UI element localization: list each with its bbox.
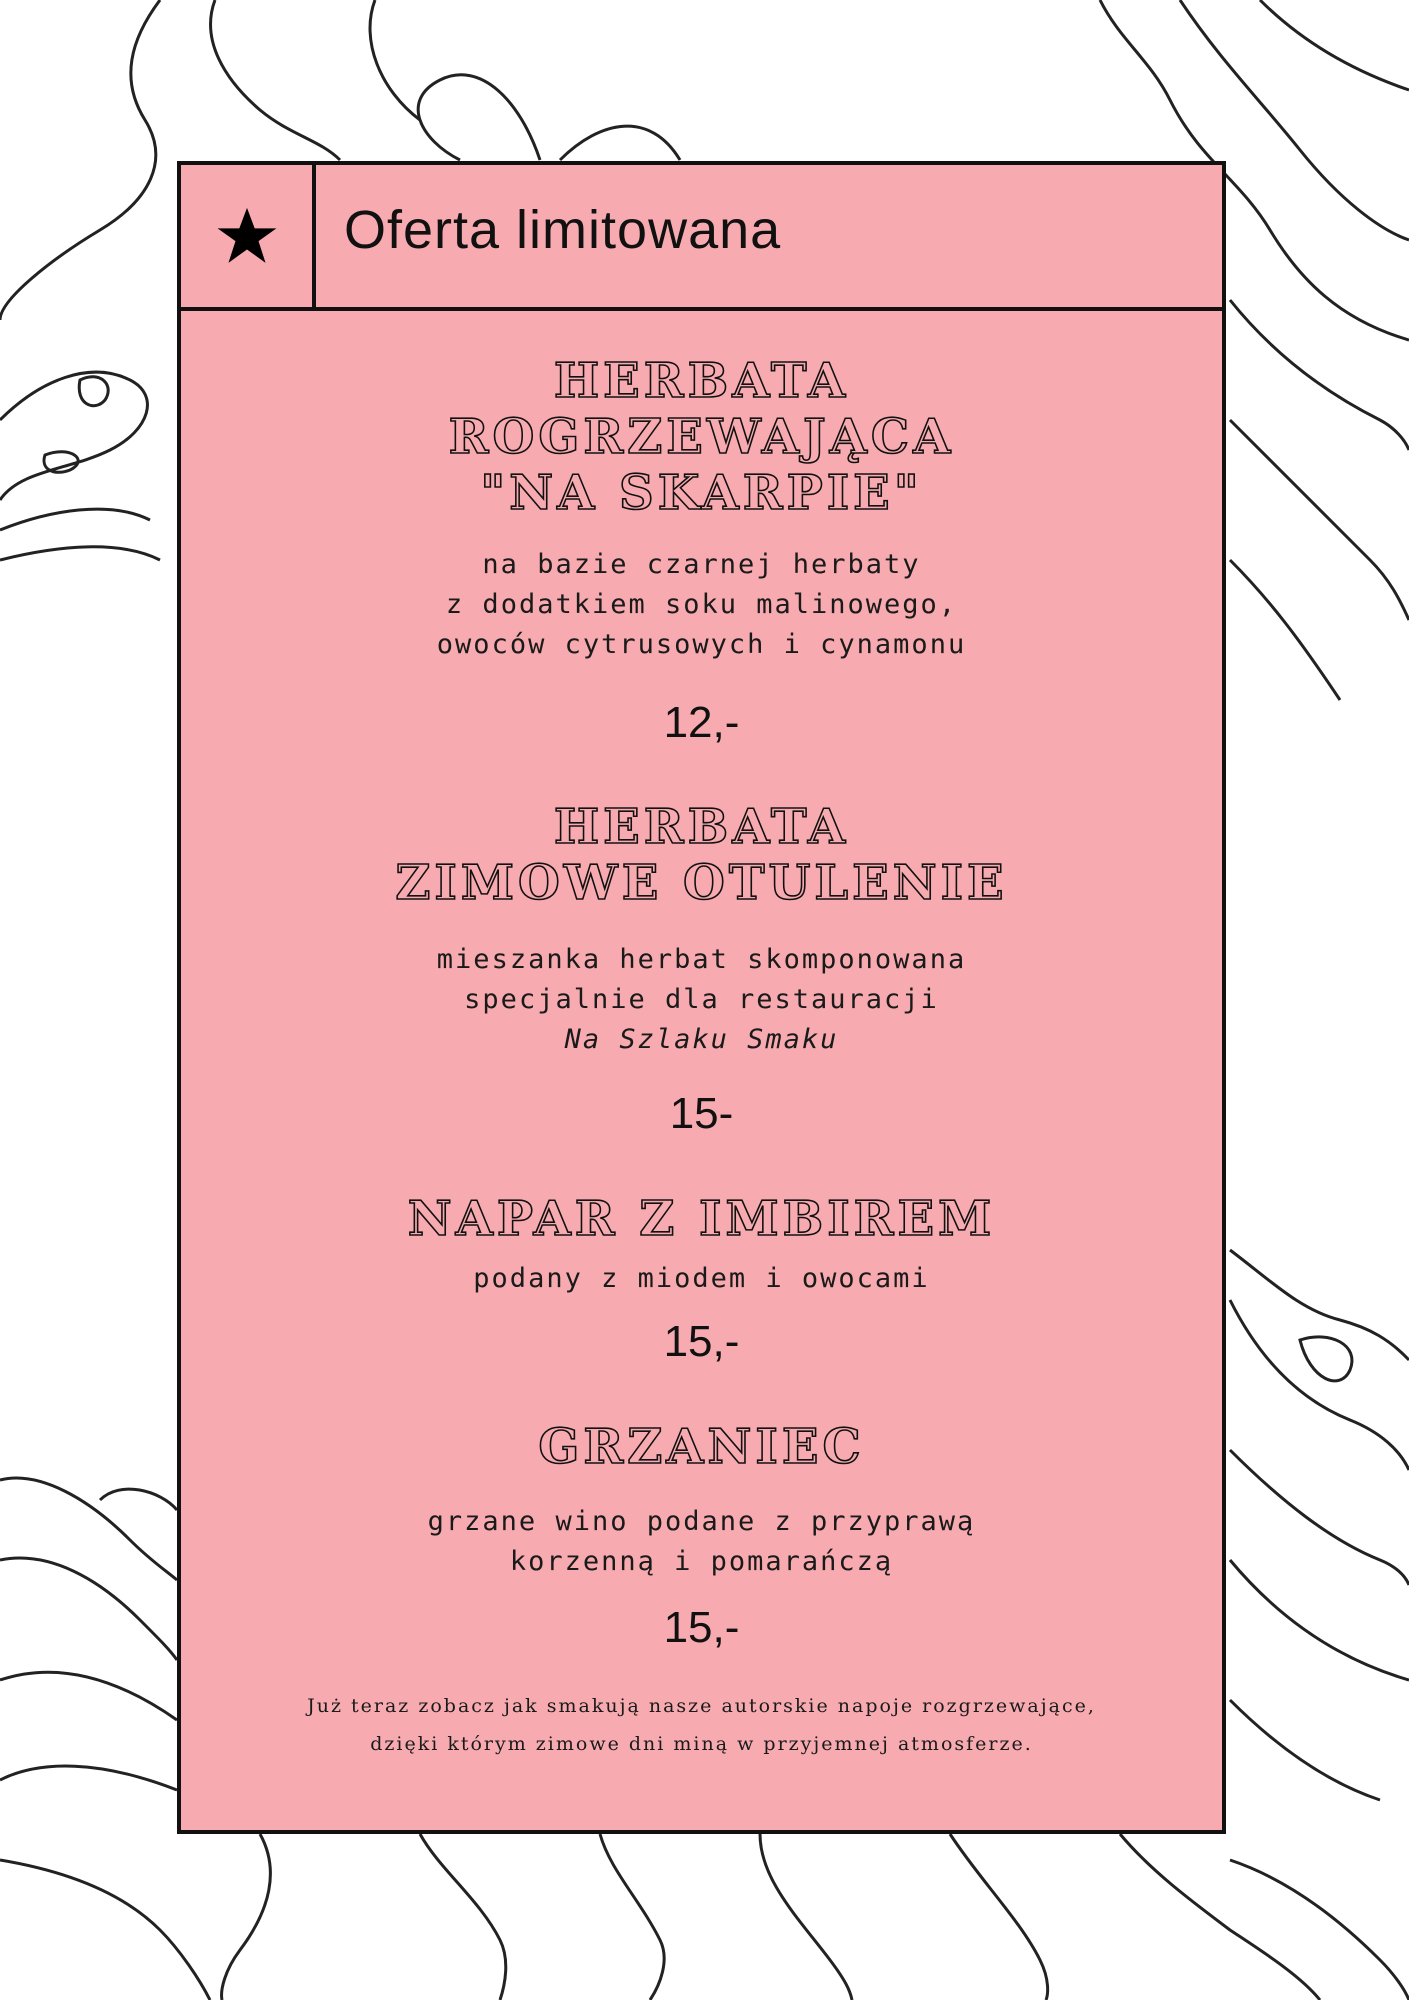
- item-1-desc-line-1: na bazie czarnej herbaty: [482, 549, 921, 580]
- item-3-desc-line-1: podany z miodem i owocami: [473, 1263, 930, 1294]
- star-icon: [215, 204, 279, 268]
- item-2-name-line-1: HERBATA: [553, 799, 850, 855]
- item-2-price: 15-: [669, 1089, 734, 1138]
- item-1-price: 12,-: [663, 698, 740, 747]
- footer-line-1: Już teraz zobacz jak smakują nasze autorskie napoje rozgrzewające,: [307, 1695, 1096, 1717]
- item-3-price: 15,-: [663, 1317, 740, 1366]
- item-1-name-line-2: ROGRZEWAJĄCA: [448, 409, 955, 465]
- item-1-name-line-1: HERBATA: [553, 353, 850, 409]
- item-3-name: [181, 1191, 1222, 1247]
- item-4-desc-line-2: korzenną i pomarańczą: [509, 1546, 894, 1577]
- header-title: Oferta limitowana: [344, 200, 782, 260]
- item-1-name: [181, 353, 1222, 521]
- item-1-desc-line-2: z dodatkiem soku malinowego,: [445, 589, 958, 620]
- menu-card: [177, 161, 1226, 1834]
- item-4-name-line-1: GRZANIEC: [538, 1419, 865, 1475]
- item-3-description: [181, 1259, 1222, 1299]
- item-2-name: [181, 799, 1222, 911]
- item-1-name-line-3: "NA SKARPIE": [480, 465, 923, 521]
- item-1-desc-line-3: owoców cytrusowych i cynamonu: [436, 629, 967, 660]
- item-2-desc-line-2: specjalnie dla restauracji: [464, 984, 939, 1015]
- item-4-description: [181, 1502, 1222, 1582]
- footer-line-2: dzięki którym zimowe dni miną w przyjemnej atmosferze.: [370, 1733, 1033, 1755]
- item-2-desc-line-1: mieszanka herbat skomponowana: [436, 944, 967, 975]
- footer-note: [181, 1687, 1222, 1763]
- item-4-desc-line-1: grzane wino podane z przyprawą: [427, 1506, 976, 1537]
- item-1-description: [181, 545, 1222, 665]
- header-row: [181, 165, 1222, 311]
- star-box: [181, 165, 316, 307]
- item-4-name: [181, 1419, 1222, 1475]
- item-2-desc-line-3: Na Szlaku Smaku: [564, 1024, 839, 1055]
- item-4-price: 15,-: [663, 1603, 740, 1652]
- item-2-description: [181, 940, 1222, 1060]
- item-2-name-line-2: ZIMOWE OTULENIE: [395, 855, 1008, 911]
- item-3-name-line-1: NAPAR Z IMBIREM: [407, 1191, 996, 1247]
